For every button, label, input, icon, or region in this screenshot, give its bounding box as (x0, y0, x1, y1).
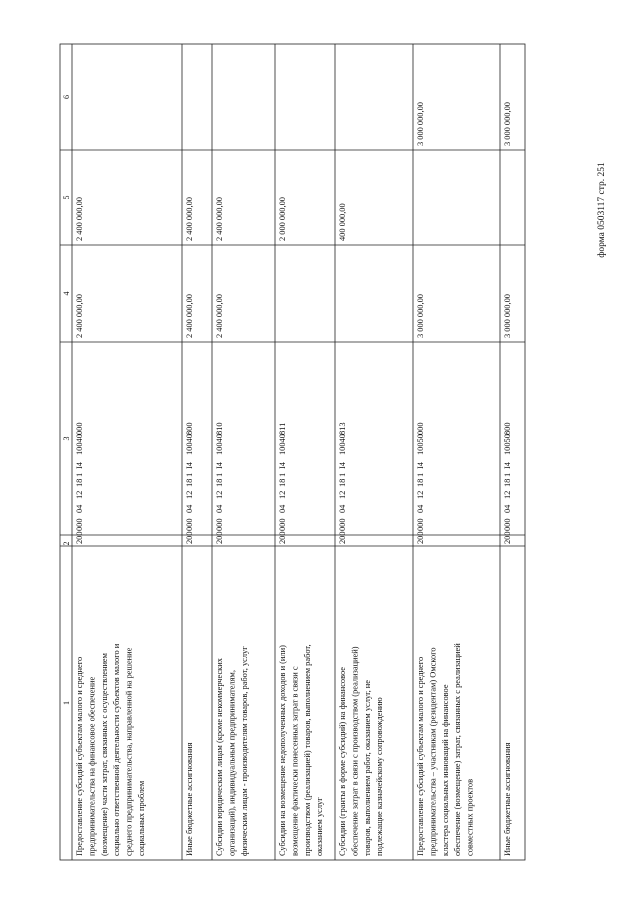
row-3-cls-6: I4 (215, 462, 224, 469)
row-5-cls-5: 1 (338, 472, 347, 477)
row-1-code: 200 (75, 531, 84, 544)
row-3-cls-2: 04 (215, 504, 224, 513)
row-5-code: 200 (338, 531, 347, 544)
row-6-cls-4: 18 (416, 478, 425, 487)
row-1-cls-8: 000 (75, 422, 84, 435)
row-4-cls-4: 18 (278, 478, 287, 487)
row-1-cls-3: 12 (75, 490, 84, 499)
row-2-col4: 2 400 000,00 (185, 294, 194, 338)
row-6-cls-1: 000 (416, 518, 425, 531)
row-3-cls-4: 18 (215, 478, 224, 487)
row-1-name-line: социально ответственной деятельности субъектов малого и (112, 643, 122, 856)
row-2-cls-1: 000 (185, 518, 194, 531)
row-2-cls-3: 12 (185, 490, 194, 499)
row-2-cls-7: 10040 (185, 434, 194, 455)
row-1-name-line: Предоставление субсидий субъектам малого и среднего (75, 656, 84, 856)
row-6-name-line: обеспечение (возмещение) затрат, связанных с реализацией (453, 643, 463, 856)
row-3-name-line: Субсидии юридическим лицам (кроме некоммерческих (215, 658, 224, 856)
header-col-6: 6 (62, 95, 71, 99)
row-7-cls-8: 800 (503, 422, 512, 435)
row-6-code: 200 (416, 531, 425, 544)
row-7-cls-2: 04 (503, 504, 512, 513)
row-2-cls-8: 800 (185, 422, 194, 435)
row-4-cls-1: 000 (278, 518, 287, 531)
row-1-cls-7: 10040 (75, 434, 84, 455)
row-6-col6: 3 000 000,00 (416, 102, 425, 146)
form-caption: форма 0503117 стр. 251 (597, 162, 607, 258)
budget-table (60, 44, 525, 860)
row-5-name-line: Субсидии (гранты в форме субсидий) на финансовое (338, 666, 347, 856)
row-3-name-line: физическим лицам - производителям товаров, работ, услуг (239, 646, 249, 856)
row-5-cls-3: 12 (338, 490, 347, 499)
row-2-code: 200 (185, 531, 194, 544)
row-3-name-line: организаций), индивидуальным предпринимателям, (227, 670, 237, 856)
row-5-name-line: товаров, выполнением работ, оказанием услуг, не (362, 680, 372, 856)
row-7-cls-3: 12 (503, 490, 512, 499)
row-1-name-line: (возмещение) части затрат, связанных с осуществлением (99, 653, 109, 856)
row-7-cls-5: 1 (503, 472, 512, 477)
header-col-1: 1 (62, 701, 71, 705)
row-4-name-line: производством (реализацией) товаров, выполнением работ, (302, 644, 312, 856)
row-1-cls-1: 000 (75, 518, 84, 531)
row-5-name-line: обеспечение затрат в связи с производством (реализацией) (350, 646, 360, 856)
row-4-code: 200 (278, 531, 287, 544)
row-6-cls-8: 000 (416, 422, 425, 435)
row-5-cls-6: I4 (338, 462, 347, 469)
header-col-3: 3 (62, 436, 71, 441)
row-5-name-line: подлежащие казначейскому сопровождению (375, 697, 385, 856)
row-5-col5: 400 000,00 (338, 203, 347, 241)
row-1-name-line: предпринимательства на финансовое обеспечение (87, 676, 97, 856)
row-7-col6: 3 000 000,00 (503, 102, 512, 146)
row-4-cls-7: 10040 (278, 434, 287, 455)
row-3-col5: 2 400 000,00 (215, 197, 224, 241)
row-4-name-line: возмещение фактически понесенных затрат в связи с (290, 666, 300, 856)
row-3-cls-8: 810 (215, 422, 224, 435)
row-7-col4: 3 000 000,00 (503, 294, 512, 338)
row-4-cls-6: I4 (278, 462, 287, 469)
row-6-name-line: совместных проектов (465, 778, 475, 856)
row-7-cls-1: 000 (503, 518, 512, 531)
row-6-cls-6: I4 (416, 462, 425, 469)
row-6-cls-5: 1 (416, 472, 425, 477)
header-col-4: 4 (62, 291, 71, 296)
row-6-col4: 3 000 000,00 (416, 294, 425, 338)
row-6-cls-2: 04 (416, 504, 425, 513)
row-1-cls-2: 04 (75, 504, 84, 513)
header-col-5: 5 (62, 195, 71, 200)
header-col-2: 2 (62, 541, 71, 546)
row-4-cls-2: 04 (278, 504, 287, 513)
row-4-col5: 2 000 000,00 (278, 197, 287, 241)
row-4-cls-3: 12 (278, 490, 287, 499)
row-1-col4: 2 400 000,00 (75, 294, 84, 338)
row-2-cls-5: 1 (185, 472, 194, 477)
row-1-name-line: среднего предпринимательства, направленной на решение (124, 647, 134, 856)
row-5-cls-7: 10040 (338, 434, 347, 455)
row-4-cls-5: 1 (278, 472, 287, 477)
row-6-cls-3: 12 (416, 490, 425, 499)
row-6-cls-7: 10050 (416, 434, 425, 455)
row-3-cls-5: 1 (215, 472, 224, 477)
row-1-name-line: социальных проблем (137, 780, 146, 856)
row-4-name-line: оказанием услуг (315, 797, 325, 856)
row-2-cls-6: I4 (185, 462, 194, 469)
row-5-cls-8: 813 (338, 422, 347, 435)
row-3-cls-1: 000 (215, 518, 224, 531)
row-7-cls-6: I4 (503, 462, 512, 469)
row-3-col4: 2 400 000,00 (215, 294, 224, 338)
row-4-name-line: Субсидии на возмещение недополученных доходов и (или) (278, 645, 287, 856)
row-6-name-line: Предоставление субсидий субъектам малого и среднего (416, 656, 425, 856)
row-1-cls-4: 18 (75, 478, 84, 487)
row-6-name-line: предпринимательства – участникам (резидентам) Омского (428, 647, 438, 856)
row-7-code: 200 (503, 531, 512, 544)
row-5-cls-2: 04 (338, 504, 347, 513)
row-4-cls-8: 811 (278, 422, 287, 435)
row-3-cls-3: 12 (215, 490, 224, 499)
row-5-cls-4: 18 (338, 478, 347, 487)
row-7-cls-4: 18 (503, 478, 512, 487)
row-5-cls-1: 000 (338, 518, 347, 531)
row-2-col5: 2 400 000,00 (185, 197, 194, 241)
row-7-name-line: Иные бюджетные ассигнования (503, 742, 512, 856)
row-1-cls-5: 1 (75, 472, 84, 477)
row-6-name-line: кластера социальных инноваций на финансовое (440, 684, 450, 856)
row-1-col5: 2 400 000,00 (75, 197, 84, 241)
row-2-cls-2: 04 (185, 504, 194, 513)
row-3-code: 200 (215, 531, 224, 544)
row-1-cls-6: I4 (75, 462, 84, 469)
row-2-name-line: Иные бюджетные ассигнования (185, 742, 194, 856)
row-3-cls-7: 10040 (215, 434, 224, 455)
row-7-cls-7: 10050 (503, 434, 512, 455)
row-2-cls-4: 18 (185, 478, 194, 487)
